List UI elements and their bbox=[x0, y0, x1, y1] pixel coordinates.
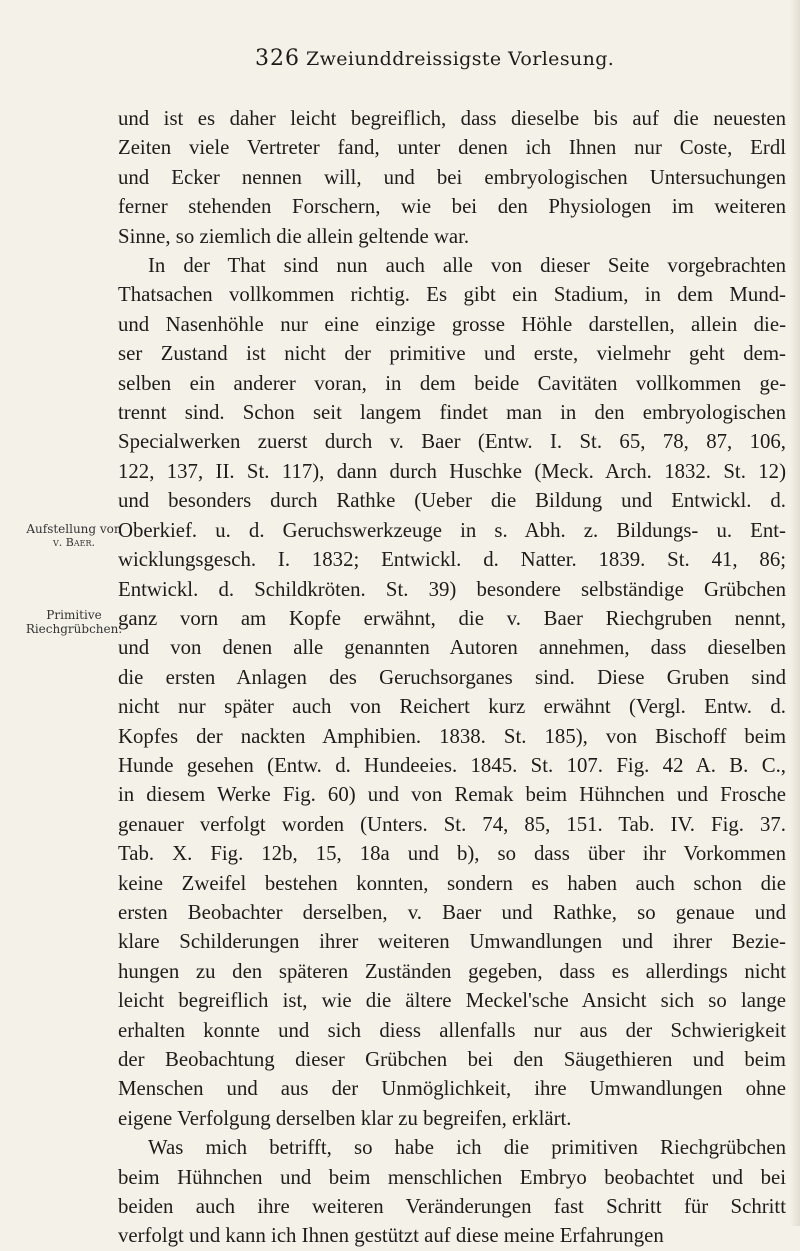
text-line: nicht nur später auch von Reichert kurz erwähnt (Vergl. Entw. d. bbox=[118, 695, 786, 719]
text-line: ersten Beobachter derselben, v. Baer und Rathke, so genaue und bbox=[118, 900, 786, 924]
page-header bbox=[0, 38, 800, 78]
margin-note-line: v. Baer. bbox=[53, 536, 95, 549]
text-line: beiden auch ihre weiteren Veränderungen fast Schritt für Schritt bbox=[118, 1195, 786, 1219]
text-line: Sinne, so ziemlich die allein geltende war. bbox=[118, 224, 470, 248]
text-line: Thatsachen vollkommen richtig. Es gibt ein Stadium, in dem Mund- bbox=[118, 283, 786, 307]
margin-note-primitive bbox=[18, 608, 130, 636]
text-line: genauer verfolgt worden (Unters. St. 74, 85, 151. Tab. IV. Fig. 37. bbox=[118, 812, 786, 836]
text-line: In der That sind nun auch alle von dieser Seite vorgebrachten bbox=[148, 254, 786, 278]
text-line: selben ein anderer voran, in dem beide Cavitäten vollkommen ge- bbox=[118, 371, 786, 395]
text-line: Zeiten viele Vertreter fand, unter denen ich Ihnen nur Coste, Erdl bbox=[118, 136, 786, 160]
page-number: 326 bbox=[255, 46, 300, 71]
text-line: Specialwerken zuerst durch v. Baer (Entw. I. St. 65, 78, 87, 106, bbox=[118, 430, 786, 454]
margin-note-line: Riechgrübchen. bbox=[25, 622, 123, 636]
margin-note-line: Aufstellung von bbox=[26, 522, 122, 536]
running-head: Zweiunddreissigste Vorlesung. bbox=[306, 48, 615, 70]
text-line: 122, 137, II. St. 117), dann durch Huschke (Meck. Arch. 1832. St. 12) bbox=[118, 459, 786, 483]
text-line: und von denen alle genannten Autoren annehmen, dass dieselben bbox=[118, 636, 786, 660]
text-line: wicklungsgesch. I. 1832; Entwickl. d. Natter. 1839. St. 41, 86; bbox=[118, 548, 786, 572]
text-line: erhalten konnte und sich diess allenfalls nur aus der Schwierigkeit bbox=[118, 1018, 786, 1042]
text-line: Menschen und aus der Unmöglichkeit, ihre Umwandlungen ohne bbox=[118, 1077, 786, 1101]
text-line: Kopfes der nackten Amphibien. 1838. St. 185), von Bischoff beim bbox=[118, 724, 786, 748]
text-line: ganz vorn am Kopfe erwähnt, die v. Baer Riechgruben nennt, bbox=[118, 606, 786, 630]
text-line: Entwickl. d. Schildkröten. St. 39) besondere selbständige Grübchen bbox=[118, 577, 786, 601]
text-line: beim Hühnchen und beim menschlichen Embryo beobachtet und bei bbox=[118, 1165, 786, 1189]
body-text bbox=[118, 104, 786, 1251]
text-line: eigene Verfolgung derselben klar zu begreifen, erklärt. bbox=[118, 1106, 572, 1130]
text-line: hungen zu den späteren Zuständen gegeben, dass es allerdings nicht bbox=[118, 959, 786, 983]
text-line: trennt sind. Schon seit langem findet man in den embryologischen bbox=[118, 401, 786, 425]
text-line: und Ecker nennen will, und bei embryologischen Untersuchungen bbox=[118, 165, 786, 189]
text-line: keine Zweifel bestehen konnten, sondern es haben auch schon die bbox=[118, 871, 786, 895]
text-line: leicht begreiflich ist, wie die ältere Meckel'sche Ansicht sich so lange bbox=[118, 989, 786, 1013]
margin-note-line: Primitive bbox=[46, 608, 102, 622]
text-line: Tab. X. Fig. 12b, 15, 18a und b), so dass über ihr Vorkommen bbox=[118, 842, 786, 866]
margin-note-aufstellung bbox=[18, 522, 130, 550]
text-line: Was mich betrifft, so habe ich die primitiven Riechgrübchen bbox=[148, 1136, 786, 1160]
text-line: der Beobachtung dieser Grübchen bei den Säugethieren und beim bbox=[118, 1048, 786, 1071]
text-line: ser Zustand ist nicht der primitive und erste, vielmehr geht dem- bbox=[118, 342, 786, 366]
text-line: verfolgt und kann ich Ihnen gestützt auf diese meine Erfahrungen bbox=[118, 1224, 664, 1248]
text-line: klare Schilderungen ihrer weiteren Umwandlungen und ihrer Bezie- bbox=[118, 930, 786, 954]
text-line: und ist es daher leicht begreiflich, dass dieselbe bis auf die neuesten bbox=[118, 107, 786, 130]
text-line: ferner stehenden Forschern, wie bei den Physiologen im weiteren bbox=[118, 195, 786, 219]
text-line: die ersten Anlagen des Geruchsorganes sind. Diese Gruben sind bbox=[118, 665, 786, 689]
text-line: Hunde gesehen (Entw. d. Hundeeies. 1845. St. 107. Fig. 42 A. B. C., bbox=[118, 753, 786, 777]
page-edge bbox=[790, 0, 800, 1226]
text-line: und besonders durch Rathke (Ueber die Bildung und Entwickl. d. bbox=[118, 489, 786, 513]
text-line: in diesem Werke Fig. 60) und von Remak beim Hühnchen und Frosche bbox=[118, 783, 786, 807]
text-line: Oberkief. u. d. Geruchswerkzeuge in s. Abh. z. Bildungs- u. Ent- bbox=[118, 518, 786, 542]
text-line: und Nasenhöhle nur eine einzige grosse Höhle darstellen, allein die- bbox=[118, 312, 786, 336]
